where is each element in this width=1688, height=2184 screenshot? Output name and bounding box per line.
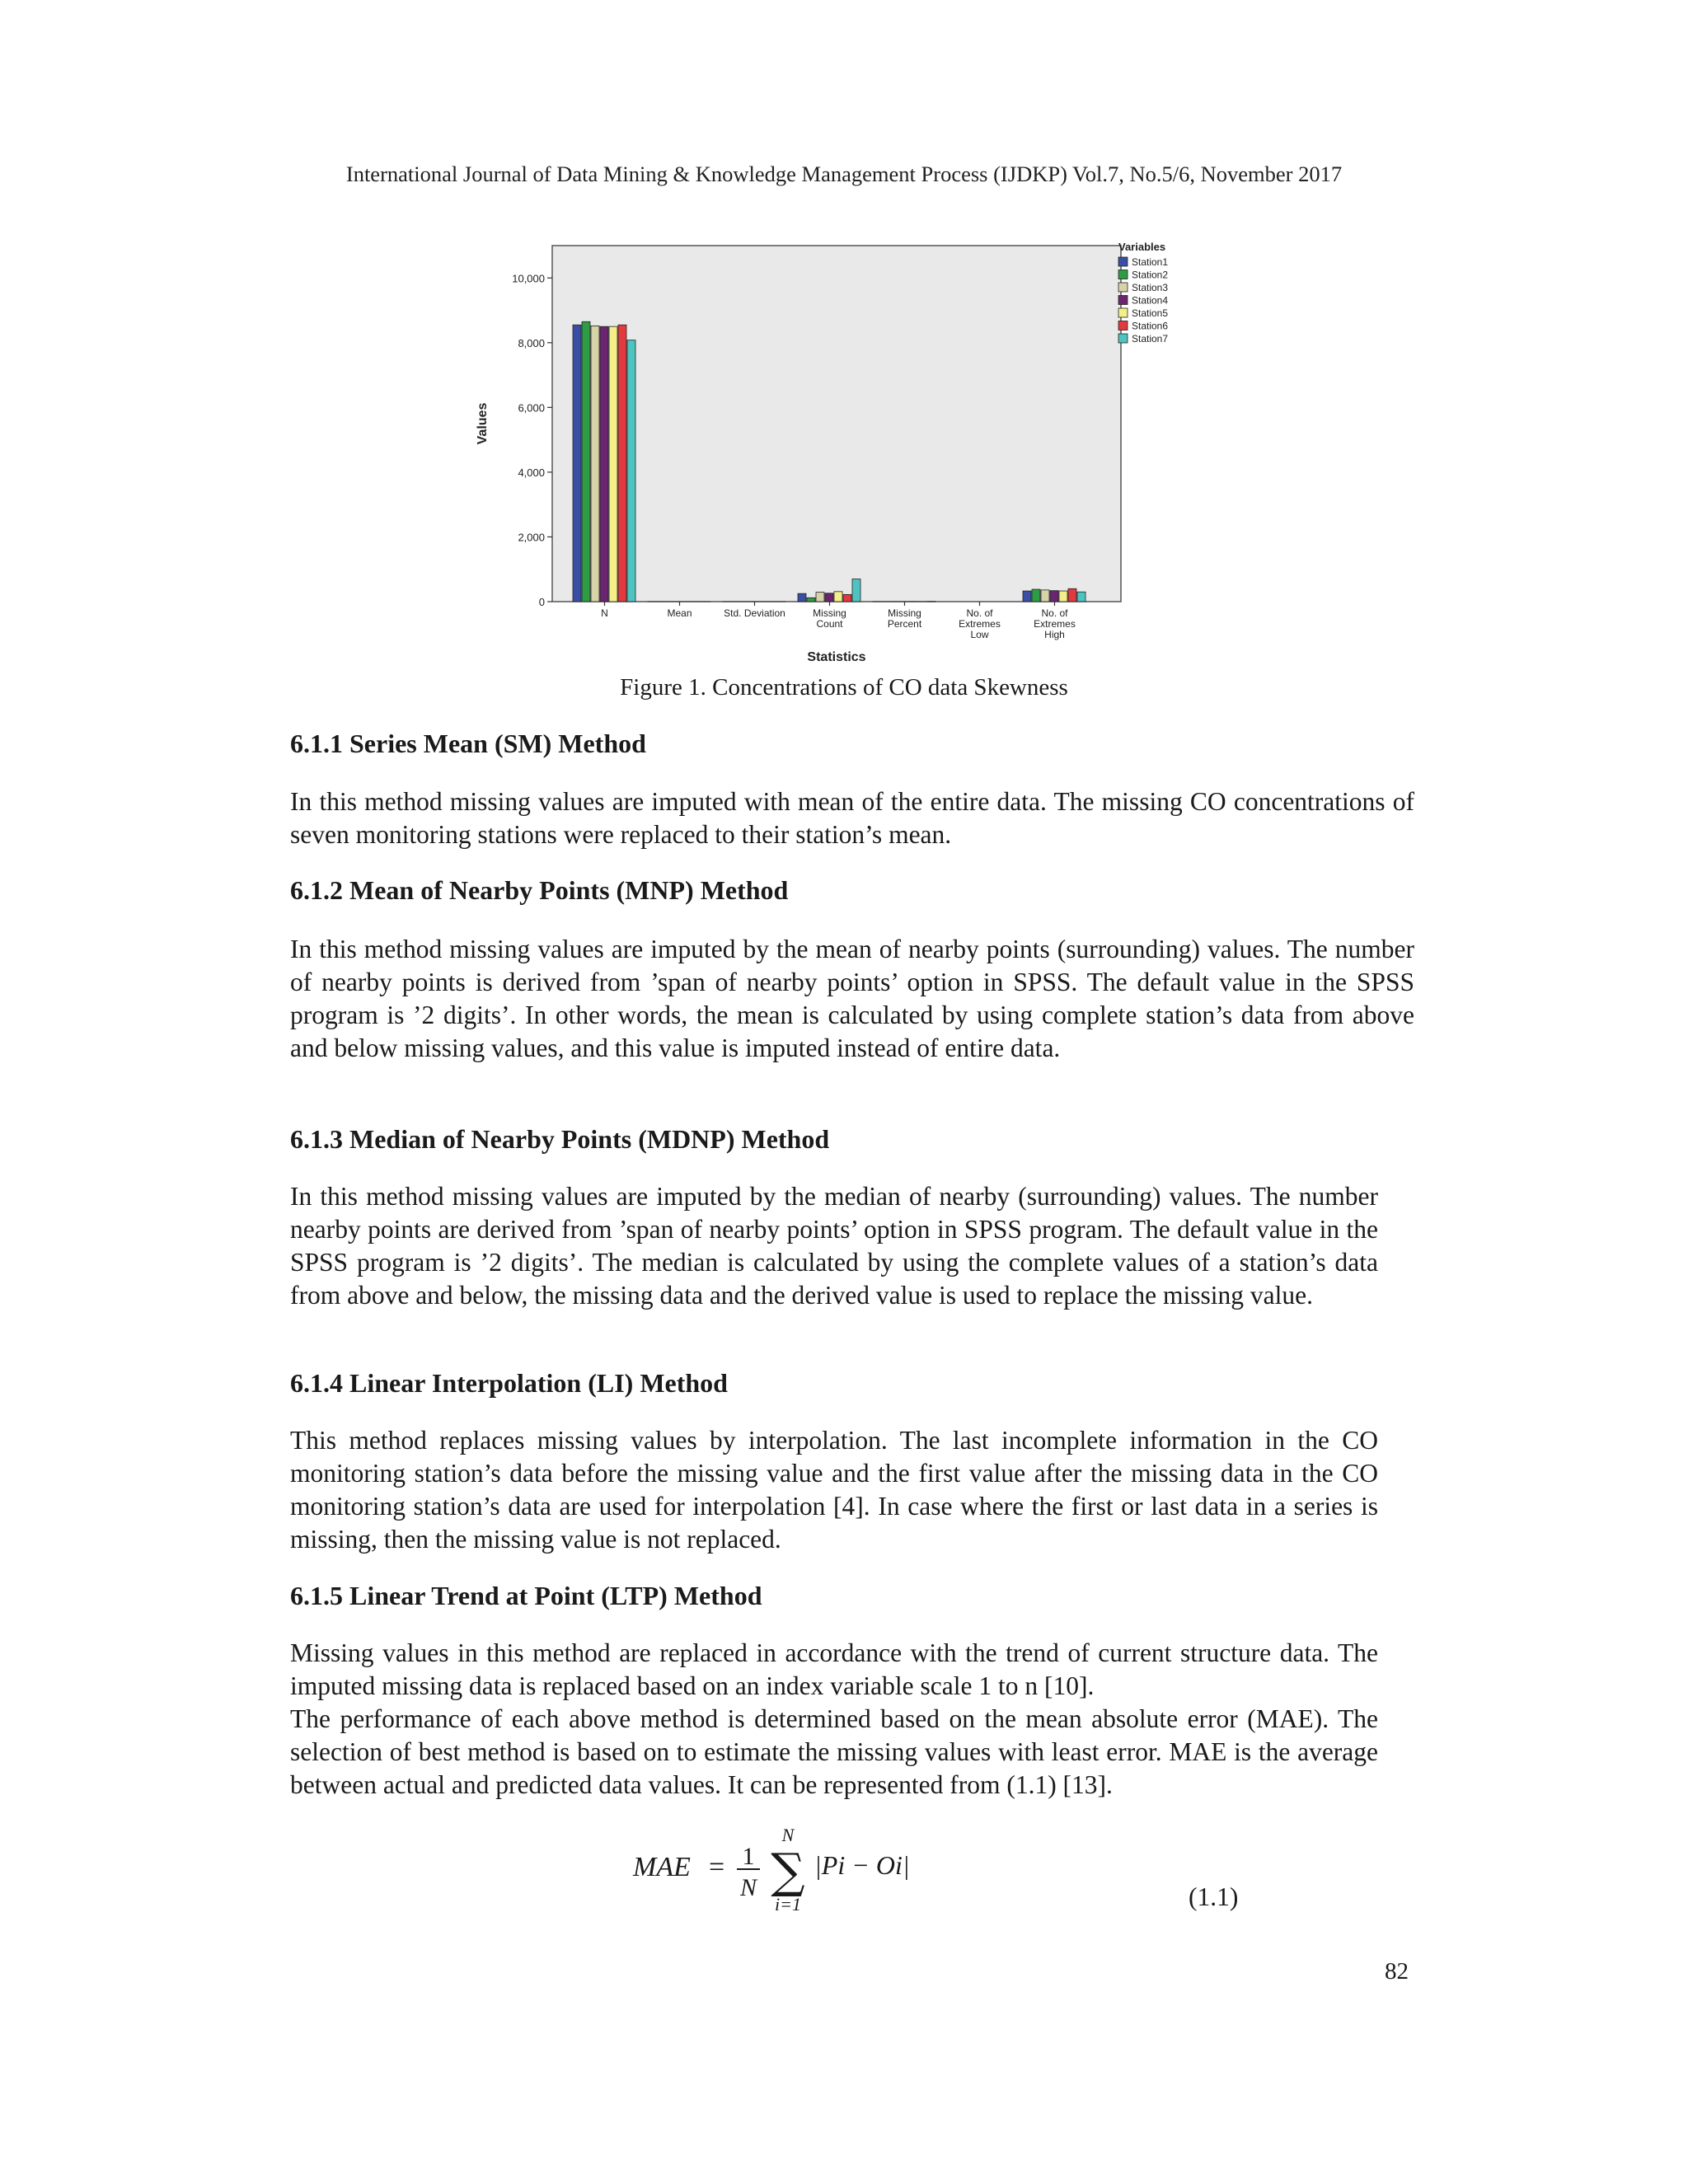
journal-header: International Journal of Data Mining & Knowledge Management Process (IJDKP) Vol.7, No.5/6, November 2017 bbox=[345, 162, 1343, 186]
fraction-denominator: N bbox=[739, 1874, 757, 1901]
section-li-body bbox=[290, 1424, 1378, 1556]
section-sm-body bbox=[290, 785, 1414, 851]
bar bbox=[816, 593, 824, 602]
sum-lower: i=1 bbox=[775, 1894, 801, 1915]
y-tick-label: 8,000 bbox=[518, 336, 545, 349]
sum-icon: ∑ bbox=[771, 1843, 805, 1899]
equation-lhs: MAE bbox=[633, 1852, 691, 1882]
legend-title: Variables bbox=[1118, 241, 1166, 253]
section-heading: 6.1.1 Series Mean (SM) Method bbox=[290, 729, 646, 758]
bar bbox=[591, 326, 599, 602]
figure-1 bbox=[462, 239, 1203, 676]
section-mdnp bbox=[290, 1124, 1414, 1155]
legend-label: Station3 bbox=[1132, 282, 1169, 293]
section-heading: 6.1.5 Linear Trend at Point (LTP) Method bbox=[290, 1581, 762, 1610]
bar bbox=[852, 579, 860, 602]
bar bbox=[627, 340, 635, 602]
legend-swatch bbox=[1118, 321, 1128, 330]
x-tick-label: Missing bbox=[888, 607, 921, 619]
equation-equals: = bbox=[709, 1852, 725, 1882]
legend-swatch bbox=[1118, 296, 1128, 305]
plot-area bbox=[552, 246, 1121, 602]
bar bbox=[843, 594, 851, 602]
section-heading: 6.1.2 Mean of Nearby Points (MNP) Method bbox=[290, 875, 789, 905]
paragraph: This method replaces missing values by interpolation. The last incomplete information in the CO monitoring station’s data before the missing value and the first value after the missing data in the CO monitoring station’s data are used for interpolation [4]. In case where the first or last data in a series is missing, then the missing value is not replaced. bbox=[290, 1426, 1378, 1554]
y-tick-label: 4,000 bbox=[518, 466, 545, 479]
sum-upper: N bbox=[781, 1825, 795, 1845]
paragraph: In this method missing values are imputed by the median of nearby (surrounding) values. The number nearby points are derived from ’span of nearby points’ option in SPSS program. The default value in the SPSS program is ’2 digits’. The median is calculated by using the complete values of a station’s data from above and below, the missing data and the derived value is used to replace the missing value. bbox=[290, 1182, 1378, 1310]
legend-label: Station5 bbox=[1132, 307, 1169, 319]
section-heading: 6.1.4 Linear Interpolation (LI) Method bbox=[290, 1368, 728, 1398]
bar bbox=[618, 325, 626, 602]
x-tick-label: Count bbox=[816, 618, 843, 630]
bar bbox=[1050, 591, 1058, 602]
bar bbox=[1059, 591, 1067, 602]
bar bbox=[1023, 591, 1031, 602]
paragraph: The performance of each above method is determined based on the mean absolute error (MAE). The selection of best method is based on to estimate the missing values with least error. MAE is the average between actual and predicted data values. It can be represented from (1.1) [13]. bbox=[290, 1704, 1378, 1799]
legend-swatch bbox=[1118, 334, 1128, 343]
bar-chart bbox=[462, 239, 1203, 676]
x-tick-label: Std. Deviation bbox=[724, 607, 785, 619]
legend-swatch bbox=[1118, 270, 1128, 279]
bar bbox=[825, 593, 833, 602]
bar bbox=[834, 592, 842, 602]
bar bbox=[807, 598, 815, 602]
legend-label: Station6 bbox=[1132, 320, 1169, 332]
bar bbox=[582, 321, 590, 602]
paragraph: Missing values in this method are replaced in accordance with the trend of current structure data. The imputed missing data is replaced based on an index variable scale 1 to n [10]. bbox=[290, 1638, 1378, 1700]
paragraph: In this method missing values are imputed with mean of the entire data. The missing CO concentrations of seven monitoring stations were replaced to their station’s mean. bbox=[290, 787, 1414, 849]
y-tick-label: 2,000 bbox=[518, 531, 545, 544]
section-ltp bbox=[290, 1581, 1414, 1611]
section-mnp-body bbox=[290, 933, 1414, 1065]
legend-label: Station7 bbox=[1132, 333, 1169, 344]
legend-label: Station4 bbox=[1132, 294, 1169, 307]
x-axis-label: Statistics bbox=[807, 650, 866, 664]
bar bbox=[798, 593, 806, 602]
equation-svg bbox=[626, 1823, 1253, 1922]
fraction-numerator: 1 bbox=[742, 1843, 755, 1870]
mae-equation bbox=[626, 1823, 1253, 1922]
bar bbox=[1032, 589, 1040, 602]
bar bbox=[573, 325, 581, 602]
bar bbox=[1041, 590, 1049, 602]
section-ltp-body bbox=[290, 1637, 1378, 1802]
bar bbox=[609, 326, 617, 602]
y-tick-label: 10,000 bbox=[512, 272, 545, 285]
x-tick-label: Extremes bbox=[959, 618, 1001, 630]
x-tick-label: N bbox=[601, 607, 608, 619]
summand: |Pi − Oi| bbox=[814, 1850, 910, 1880]
equation-number: (1.1) bbox=[1189, 1882, 1239, 1911]
paragraph: In this method missing values are imputed by the mean of nearby points (surrounding) values. The number of nearby points is derived from ’span of nearby points’ option in SPSS. The default value in the SPSS program is ’2 digits’. In other words, the mean is calculated by using complete station’s data from above and below missing values, and this value is imputed instead of entire data. bbox=[290, 935, 1414, 1062]
legend-swatch bbox=[1118, 257, 1128, 266]
x-tick-label: No. of bbox=[1041, 607, 1068, 619]
section-li bbox=[290, 1368, 1414, 1399]
legend-swatch bbox=[1118, 283, 1128, 292]
x-tick-label: Low bbox=[970, 629, 989, 640]
y-axis-label: Values bbox=[476, 402, 490, 445]
x-tick-label: Missing bbox=[813, 607, 846, 619]
figure-caption: Figure 1. Concentrations of CO data Skewness bbox=[620, 674, 1068, 701]
x-tick-label: Extremes bbox=[1034, 618, 1076, 630]
section-mdnp-body bbox=[290, 1180, 1378, 1312]
page-number: 82 bbox=[1385, 1958, 1409, 1985]
legend-label: Station1 bbox=[1132, 256, 1169, 268]
legend-label: Station2 bbox=[1132, 269, 1169, 281]
legend-swatch bbox=[1118, 308, 1128, 317]
x-tick-label: Percent bbox=[887, 618, 922, 630]
y-tick-label: 6,000 bbox=[518, 401, 545, 415]
bar bbox=[600, 326, 608, 602]
y-tick-label: 0 bbox=[538, 596, 545, 608]
section-mnp bbox=[290, 875, 1414, 906]
bar bbox=[1077, 592, 1085, 602]
bar bbox=[1068, 588, 1076, 602]
section-heading: 6.1.3 Median of Nearby Points (MDNP) Method bbox=[290, 1124, 830, 1154]
x-tick-label: Mean bbox=[667, 607, 692, 619]
section-sm bbox=[290, 729, 1414, 759]
x-tick-label: High bbox=[1044, 629, 1065, 640]
x-tick-label: No. of bbox=[966, 607, 993, 619]
